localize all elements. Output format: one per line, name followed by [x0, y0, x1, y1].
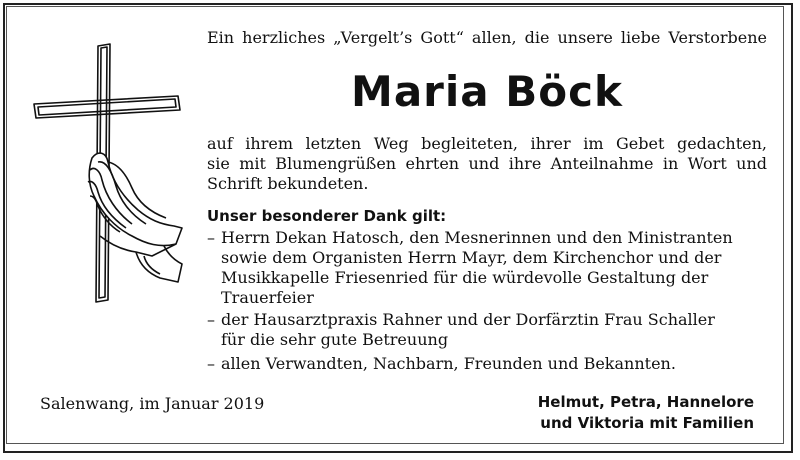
thanks-item-line: sowie dem Organisten Herrn Mayr, dem Kirchenchor und der	[221, 248, 722, 267]
thanks-list-item	[207, 354, 767, 374]
thanks-item-line: allen Verwandten, Nachbarn, Freunden und Bekannten.	[221, 354, 676, 373]
thanks-item-line: Trauerfeier	[221, 288, 314, 307]
thanks-list-item	[207, 310, 767, 350]
body-line-1: auf ihrem letzten Weg begleiteten, ihrer im Gebet gedachten,	[207, 134, 767, 153]
thanks-item-line: Musikkapelle Friesenried für die würdevolle Gestaltung der	[221, 268, 709, 287]
list-dash: –	[207, 354, 215, 373]
signature-line: und Viktoria mit Familien	[540, 414, 754, 432]
thanks-heading: Unser besonderer Dank gilt:	[207, 207, 447, 225]
intro-text: Ein herzliches „Vergelt’s Gott“ allen, die unsere liebe Verstorbene	[207, 28, 767, 47]
thanks-item-line: für die sehr gute Betreuung	[221, 330, 449, 349]
signature-line: Helmut, Petra, Hannelore	[537, 393, 754, 411]
place-and-date: Salenwang, im Januar 2019	[40, 394, 265, 413]
list-dash: –	[207, 228, 215, 247]
deceased-name: Maria Böck	[351, 67, 623, 116]
thanks-item-line: der Hausarztpraxis Rahner und der Dorfärztin Frau Schaller	[221, 310, 715, 329]
cross-with-praying-hands-icon	[28, 38, 188, 308]
list-dash: –	[207, 310, 215, 329]
body-line-2: sie mit Blumengrüßen ehrten und ihre Anteilnahme in Wort und	[207, 154, 767, 173]
thanks-list-item	[207, 228, 767, 308]
signature	[538, 392, 754, 434]
thanks-item-line: Herrn Dekan Hatosch, den Mesnerinnen und den Ministranten	[221, 228, 733, 247]
body-line-3: Schrift bekundeten.	[207, 174, 369, 193]
